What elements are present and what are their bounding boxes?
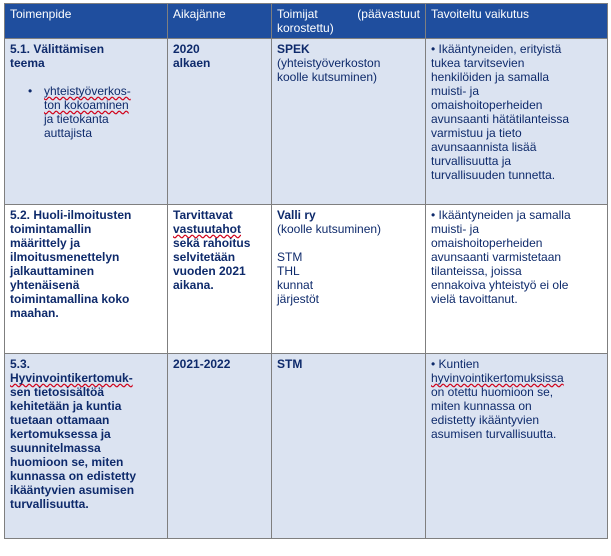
measure-cell: 5.1. Välittämisen teema • yhteistyöverkos- ton kokoaminen ja tietokanta auttajista (5, 39, 168, 205)
table-row (5, 354, 608, 539)
timeframe-cell: 2021-2022 (168, 354, 272, 539)
header-measure: Toimenpide (5, 4, 168, 39)
impact-cell: • Ikääntyneiden, erityistä tukea tarvitsevien henkilöiden ja samalla muisti- ja omaishoitoperheiden avunsaanti hätätilanteissa varmistuu ja tieto avunsaannista lisää turvallisuutta ja turvallisuuden tunnetta. (426, 39, 608, 205)
timeframe-cell: Tarvittavat vastuutahot sekä rahoitus selvitetään vuoden 2021 aikana. (168, 205, 272, 354)
bullet-item: • yhteistyöverkos- ton kokoaminen ja tietokanta auttajista (28, 84, 131, 140)
timeframe-cell: 2020 alkaen (168, 39, 272, 205)
table-header-row (5, 4, 608, 39)
actors-cell: STM (272, 354, 426, 539)
header-actors: Toimijat (päävastuut korostettu) (272, 4, 426, 39)
table-row (5, 39, 608, 205)
actors-cell: Valli ry (koolle kutsuminen) STM THL kunnat järjestöt (272, 205, 426, 354)
impact-cell: • Kuntien hyvinvointikertomuksissa on otettu huomioon se, miten kunnassa on edistetty ikääntyvien asumisen turvallisuutta. (426, 354, 608, 539)
measure-cell: 5.2. Huoli-ilmoitusten toimintamallin määrittely ja ilmoitusmenettelyn jalkauttaminen yhtenäisenä toimintamallina koko maahan. (5, 205, 168, 354)
table-row (5, 205, 608, 354)
measures-table (4, 3, 608, 539)
header-timeframe: Aikajänne (168, 4, 272, 39)
actors-cell: SPEK (yhteistyöverkoston koolle kutsuminen) (272, 39, 426, 205)
header-impact: Tavoiteltu vaikutus (426, 4, 608, 39)
bullet-icon: • (28, 84, 33, 98)
impact-cell: • Ikääntyneiden ja samalla muisti- ja omaishoitoperheiden avunsaanti varmistetaan tilanteissa, joissa ennakoiva yhteistyö ei ole vielä tavoittanut. (426, 205, 608, 354)
measure-cell: 5.3. Hyvinvointikertomuk- sen tietosisältöä kehitetään ja kuntia tuetaan ottamaan kertomuksessa ja suunnitelmassa huomioon se, miten kunnassa on edistetty ikääntyvien asumisen turvallisuutta. (5, 354, 168, 539)
